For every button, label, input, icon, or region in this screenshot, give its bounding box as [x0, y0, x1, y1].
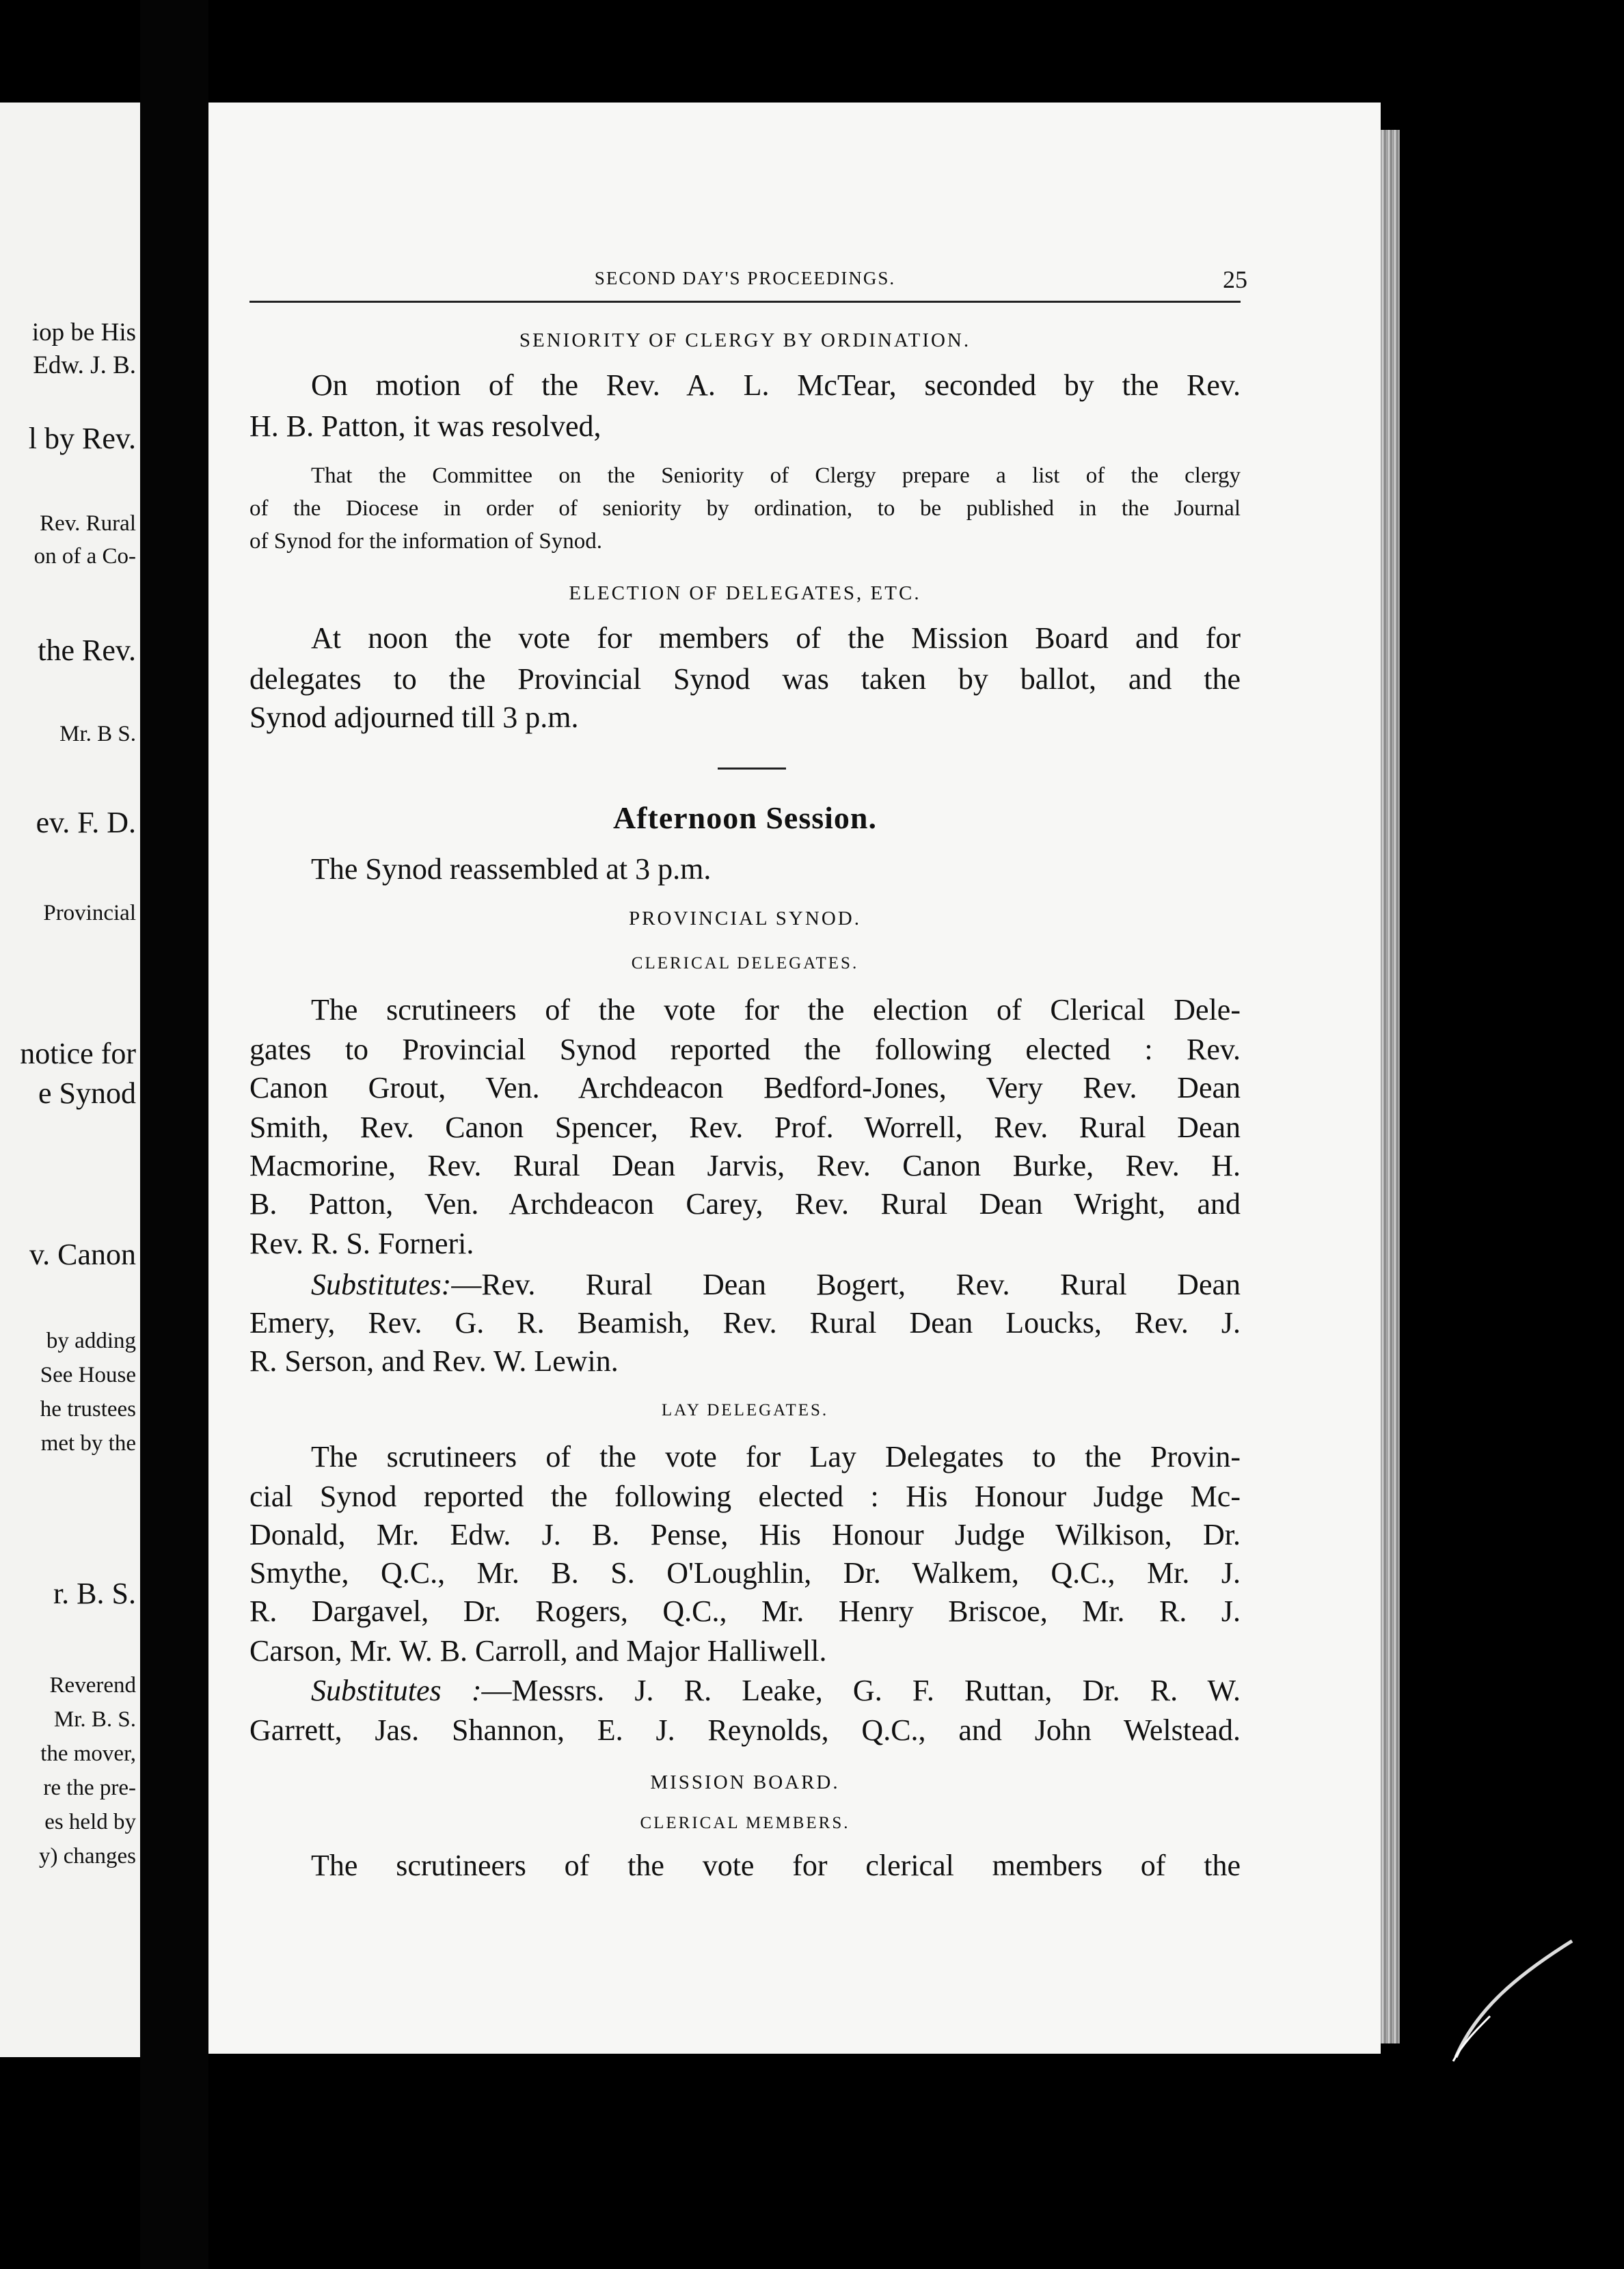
- book-gutter: [140, 0, 208, 2269]
- body-line: The scrutineers of the vote for the election of Clerical Dele-: [311, 993, 1241, 1027]
- left-page-line: on of a Co-: [33, 544, 136, 569]
- body-line: The scrutineers of the vote for Lay Delegates to the Provin-: [311, 1440, 1241, 1473]
- body-line: Donald, Mr. Edw. J. B. Pense, His Honour Judge Wilkison, Dr.: [249, 1518, 1241, 1551]
- left-page-line: the Rev.: [38, 634, 136, 667]
- session-title: Afternoon Session.: [612, 800, 878, 835]
- substitutes-label: Substitutes :: [311, 1674, 482, 1707]
- header-rule: [249, 301, 1241, 303]
- subsection-heading: CLERICAL DELEGATES.: [631, 954, 859, 973]
- left-page-line: e Synod: [38, 1076, 136, 1110]
- body-line: The scrutineers of the vote for clerical members of the: [311, 1849, 1241, 1882]
- left-page-line: he trustees: [40, 1397, 136, 1422]
- section-heading: MISSION BOARD.: [650, 1771, 840, 1793]
- page-number: 25: [1223, 266, 1247, 293]
- right-page: [208, 103, 1381, 2054]
- body-line: cial Synod reported the following elected : His Honour Judge Mc-: [249, 1480, 1241, 1513]
- subsection-heading: LAY DELEGATES.: [661, 1401, 829, 1419]
- section-heading: PROVINCIAL SYNOD.: [629, 908, 861, 929]
- body-line: Carson, Mr. W. B. Carroll, and Major Halliwell.: [249, 1634, 827, 1668]
- body-line: R. Dargavel, Dr. Rogers, Q.C., Mr. Henry Briscoe, Mr. R. J.: [249, 1594, 1241, 1628]
- left-page-line: Mr. B S.: [59, 722, 136, 746]
- body-line: Smythe, Q.C., Mr. B. S. O'Loughlin, Dr. Walkem, Q.C., Mr. J.: [249, 1556, 1241, 1590]
- substitutes-line: [249, 1676, 1241, 1706]
- left-page-line: l by Rev.: [28, 422, 136, 455]
- left-page-line: by adding: [46, 1329, 136, 1353]
- body-line: Emery, Rev. G. R. Beamish, Rev. Rural Dean Loucks, Rev. J.: [249, 1306, 1241, 1340]
- left-page-line: es held by: [44, 1810, 136, 1834]
- body-line: gates to Provincial Synod reported the following elected : Rev.: [249, 1033, 1241, 1066]
- left-page-line: Edw. J. B.: [33, 351, 136, 379]
- substitutes-text: —Messrs. J. R. Leake, G. F. Ruttan, Dr. R. W.: [481, 1674, 1241, 1707]
- body-line: Rev. R. S. Forneri.: [249, 1227, 474, 1260]
- resolution-line: That the Committee on the Seniority of Clergy prepare a list of the clergy: [311, 463, 1241, 488]
- left-page-line: r. B. S.: [53, 1577, 136, 1610]
- left-page-line: re the pre-: [43, 1776, 136, 1800]
- section-heading: SENIORITY OF CLERGY BY ORDINATION.: [519, 329, 971, 351]
- section-heading: ELECTION OF DELEGATES, ETC.: [569, 582, 921, 604]
- left-page-line: Mr. B. S.: [53, 1707, 136, 1732]
- left-page-line: v. Canon: [29, 1238, 136, 1271]
- left-page-line: notice for: [20, 1037, 136, 1070]
- subsection-heading: CLERICAL MEMBERS.: [640, 1814, 850, 1832]
- body-line: Macmorine, Rev. Rural Dean Jarvis, Rev. Canon Burke, Rev. H.: [249, 1149, 1241, 1182]
- left-page-line: ev. F. D.: [36, 806, 136, 839]
- left-page-line: iop be His: [31, 318, 136, 347]
- running-head-title: SECOND DAY'S PROCEEDINGS.: [594, 268, 896, 288]
- body-line: R. Serson, and Rev. W. Lewin.: [249, 1344, 619, 1378]
- left-page-line: See House: [40, 1363, 136, 1387]
- body-line: delegates to the Provincial Synod was taken by ballot, and the: [249, 662, 1241, 696]
- resolution-line: of the Diocese in order of seniority by ordination, to be published in the Journal: [249, 496, 1241, 521]
- body-line: At noon the vote for members of the Mission Board and for: [311, 621, 1241, 655]
- body-line: H. B. Patton, it was resolved,: [249, 409, 601, 443]
- substitutes-text: —Rev. Rural Dean Bogert, Rev. Rural Dean: [451, 1268, 1241, 1301]
- left-page-line: Reverend: [49, 1673, 136, 1698]
- left-page-line: y) changes: [38, 1844, 136, 1869]
- body-line: On motion of the Rev. A. L. McTear, seconded by the Rev.: [311, 368, 1241, 402]
- body-line: Smith, Rev. Canon Spencer, Rev. Prof. Worrell, Rev. Rural Dean: [249, 1111, 1241, 1144]
- body-line: B. Patton, Ven. Archdeacon Carey, Rev. Rural Dean Wright, and: [249, 1187, 1241, 1221]
- page-edge: [1381, 130, 1400, 2043]
- scratch-mark: [1435, 1927, 1599, 2064]
- left-page-line: met by the: [40, 1431, 136, 1456]
- left-page-fragment: [0, 103, 140, 2057]
- running-head: [249, 266, 1247, 298]
- body-line: Canon Grout, Ven. Archdeacon Bedford-Jones, Very Rev. Dean: [249, 1071, 1241, 1104]
- left-page-line: the mover,: [40, 1741, 136, 1766]
- body-line: The Synod reassembled at 3 p.m.: [311, 852, 712, 886]
- substitutes-label: Substitutes:: [311, 1268, 452, 1301]
- substitutes-line: [249, 1270, 1241, 1300]
- resolution-line: of Synod for the information of Synod.: [249, 529, 603, 554]
- section-divider: [718, 767, 786, 770]
- body-line: Garrett, Jas. Shannon, E. J. Reynolds, Q.C., and John Welstead.: [249, 1713, 1241, 1747]
- left-page-line: Provincial: [43, 901, 136, 925]
- body-line: Synod adjourned till 3 p.m.: [249, 701, 579, 734]
- left-page-line: Rev. Rural: [40, 511, 136, 536]
